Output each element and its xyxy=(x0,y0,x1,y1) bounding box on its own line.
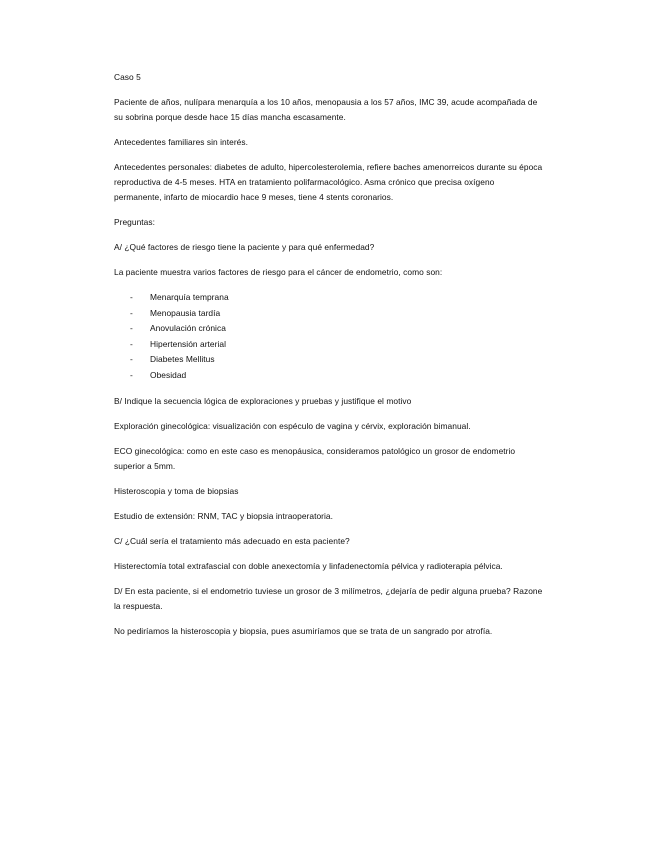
bullet-dash: - xyxy=(130,369,133,380)
answer-a: La paciente muestra varios factores de riesgo para el cáncer de endometrio, como son: xyxy=(114,267,443,277)
risk-factor: Anovulación crónica xyxy=(150,323,226,334)
bullet-dash: - xyxy=(130,338,133,349)
questions-heading: Preguntas: xyxy=(114,217,156,227)
bullet-dash: - xyxy=(130,354,133,365)
question-a: A/ ¿Qué factores de riesgo tiene la paciente y para qué enfermedad? xyxy=(114,242,375,252)
answer-c: Histerectomía total extrafascial con doble anexectomía y linfadenectomía pélvica y radioterapia pélvica. xyxy=(114,560,503,571)
bullet-dash: - xyxy=(130,323,133,334)
risk-factor: Diabetes Mellitus xyxy=(150,354,215,365)
question-b: B/ Indique la secuencia lógica de exploraciones y pruebas y justifique el motivo xyxy=(114,395,412,406)
question-d: D/ En esta paciente, si el endometrio tuviese un grosor de 3 milímetros, ¿dejaría de pedir alguna prueba? Razone la respuesta. xyxy=(114,585,543,611)
personal-history: Antecedentes personales: diabetes de adulto, hipercolesterolemia, refiere baches amenorreicos durante su época reproductiva de 4-5 meses. HTA en tratamiento polifarmacológico. Asma crónico que precisa oxígeno permanente, infarto de miocardio hace 9 meses, tiene 4 stents coronarios. xyxy=(114,162,543,202)
list-item xyxy=(114,290,544,306)
answer-b-extension: Estudio de extensión: RNM, TAC y biopsia intraoperatoria. xyxy=(114,510,333,521)
bullet-dash: - xyxy=(130,307,133,318)
risk-factor: Menopausia tardía xyxy=(150,307,221,318)
list-item xyxy=(114,306,544,322)
answer-b-eco: ECO ginecológica: como en este caso es menopáusica, consideramos patológico un grosor de endometrio superior a 5mm. xyxy=(114,445,516,471)
risk-factor: Hipertensión arterial xyxy=(150,338,226,349)
answer-d: No pediríamos la histeroscopia y biopsia, pues asumiríamos que se trata de un sangrado por atrofía. xyxy=(114,625,493,636)
list-item xyxy=(114,368,544,384)
question-c: C/ ¿Cuál sería el tratamiento más adecuado en esta paciente? xyxy=(114,535,350,546)
list-item xyxy=(114,321,544,337)
list-item xyxy=(114,337,544,353)
answer-b-hysteroscopy: Histeroscopia y toma de biopsias xyxy=(114,485,239,496)
answer-b-exploration: Exploración ginecológica: visualización con espéculo de vagina y cérvix, exploración bimanual. xyxy=(114,420,471,431)
document-body xyxy=(114,70,544,639)
case-title: Caso 5 xyxy=(114,72,141,82)
family-history: Antecedentes familiares sin interés. xyxy=(114,137,249,147)
case-intro: Paciente de años, nulípara menarquía a los 10 años, menopausia a los 57 años, IMC 39, acude acompañada de su sobrina porque desde hace 15 días mancha escasamente. xyxy=(114,97,538,122)
risk-factor: Obesidad xyxy=(150,369,187,380)
bullet-dash: - xyxy=(130,292,133,302)
list-item xyxy=(114,352,544,368)
risk-factor-list xyxy=(114,290,544,384)
risk-factor: Menarquía temprana xyxy=(150,292,229,302)
